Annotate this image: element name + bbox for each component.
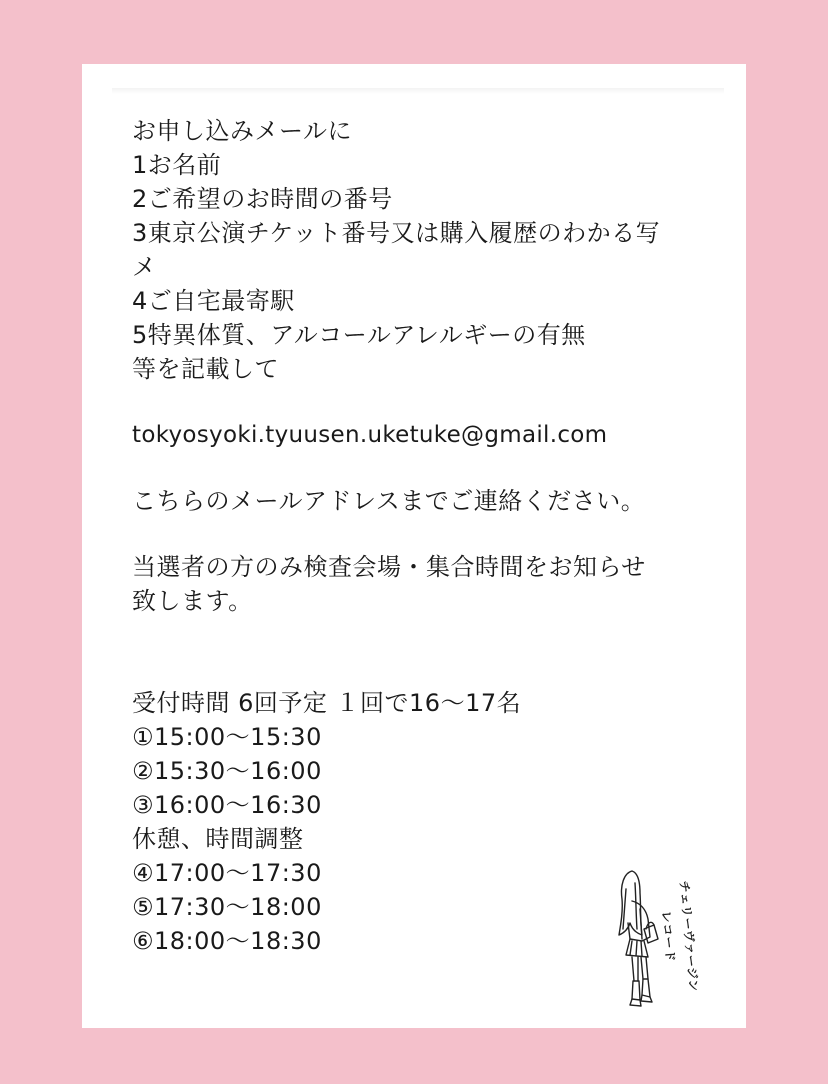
notice-card <box>82 64 746 1028</box>
instruction-line: 4ご自宅最寄駅 <box>132 287 295 315</box>
instruction-line: 3東京公演チケット番号又は購入履歴のわかる写 <box>132 219 661 247</box>
contact-email[interactable]: tokyosyoki.tyuusen.uketuke@gmail.com <box>132 422 608 448</box>
instruction-line: 1お名前 <box>132 151 222 179</box>
schedule-break: 休憩、時間調整 <box>132 825 304 853</box>
card-top-divider <box>112 88 724 94</box>
schedule-slot: ③16:00〜16:30 <box>132 791 322 819</box>
logo-text-left: レコード <box>659 910 678 964</box>
application-instructions <box>132 114 732 386</box>
instruction-line: メ <box>132 253 157 281</box>
cherry-virgin-record-logo <box>610 859 706 1019</box>
schedule-slot: ⑤17:30〜18:00 <box>132 893 322 921</box>
contact-note: こちらのメールアドレスまでご連絡ください。 <box>132 487 646 515</box>
instruction-line: お申し込みメールに <box>132 117 353 145</box>
contact-note-section <box>132 484 732 518</box>
schedule-slot: ①15:00〜15:30 <box>132 723 322 751</box>
instruction-line: 等を記載して <box>132 355 279 383</box>
winner-notice-line: 致します。 <box>132 587 253 615</box>
schedule-slot: ②15:30〜16:00 <box>132 757 322 785</box>
schedule-header: 受付時間 6回予定 １回で16〜17名 <box>132 689 522 717</box>
winner-notice <box>132 550 732 618</box>
instruction-line: 2ご希望のお時間の番号 <box>132 185 393 213</box>
contact-section <box>132 418 732 452</box>
winner-notice-line: 当選者の方のみ検査会場・集合時間をお知らせ <box>132 553 646 581</box>
schedule-slot: ④17:00〜17:30 <box>132 859 322 887</box>
logo-text-right: チェリーヴァージン <box>677 880 701 993</box>
schedule-slot: ⑥18:00〜18:30 <box>132 927 322 955</box>
instruction-line: 5特異体質、アルコールアレルギーの有無 <box>132 321 586 349</box>
